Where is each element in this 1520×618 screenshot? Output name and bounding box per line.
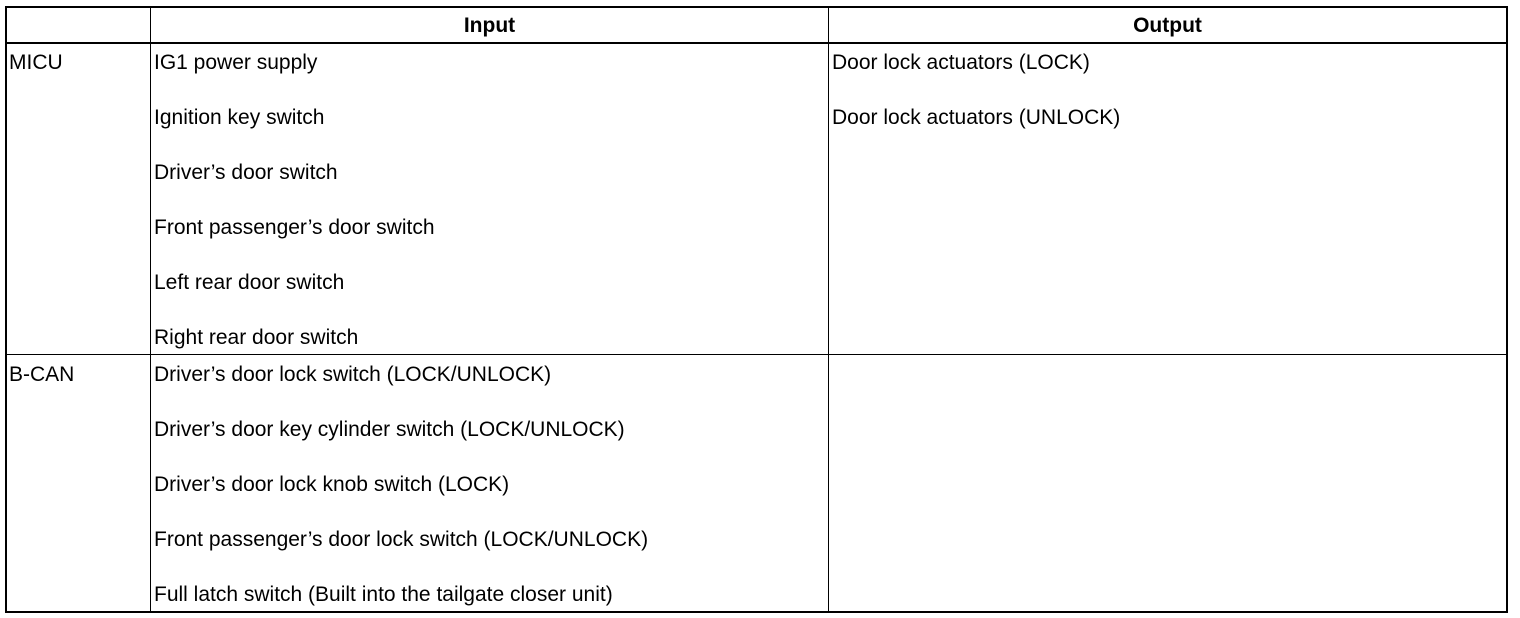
list-item: Door lock actuators (LOCK) <box>832 51 1090 74</box>
column-divider <box>150 8 151 611</box>
column-divider <box>828 8 829 611</box>
list-item: Driver’s door lock knob switch (LOCK) <box>154 473 510 496</box>
list-item: Front passenger’s door switch <box>154 216 435 239</box>
row-source-bcan: B-CAN <box>9 363 75 386</box>
header-source <box>7 8 150 43</box>
io-table <box>5 6 1508 613</box>
list-item: Driver’s door switch <box>154 161 338 184</box>
header-output: Output <box>1133 14 1202 37</box>
list-item: IG1 power supply <box>154 51 318 74</box>
list-item: Ignition key switch <box>154 106 325 129</box>
list-item: Front passenger’s door lock switch (LOCK/UNLOCK) <box>154 528 649 551</box>
list-item: Right rear door switch <box>154 326 359 349</box>
list-item: Full latch switch (Built into the tailgate closer unit) <box>154 583 613 606</box>
list-item: Left rear door switch <box>154 271 345 294</box>
list-item: Door lock actuators (UNLOCK) <box>832 106 1121 129</box>
list-item: Driver’s door lock switch (LOCK/UNLOCK) <box>154 363 552 386</box>
row-divider <box>7 354 1506 355</box>
row-source-micu: MICU <box>9 51 63 74</box>
header-input: Input <box>463 14 516 37</box>
list-item: Driver’s door key cylinder switch (LOCK/UNLOCK) <box>154 418 625 441</box>
